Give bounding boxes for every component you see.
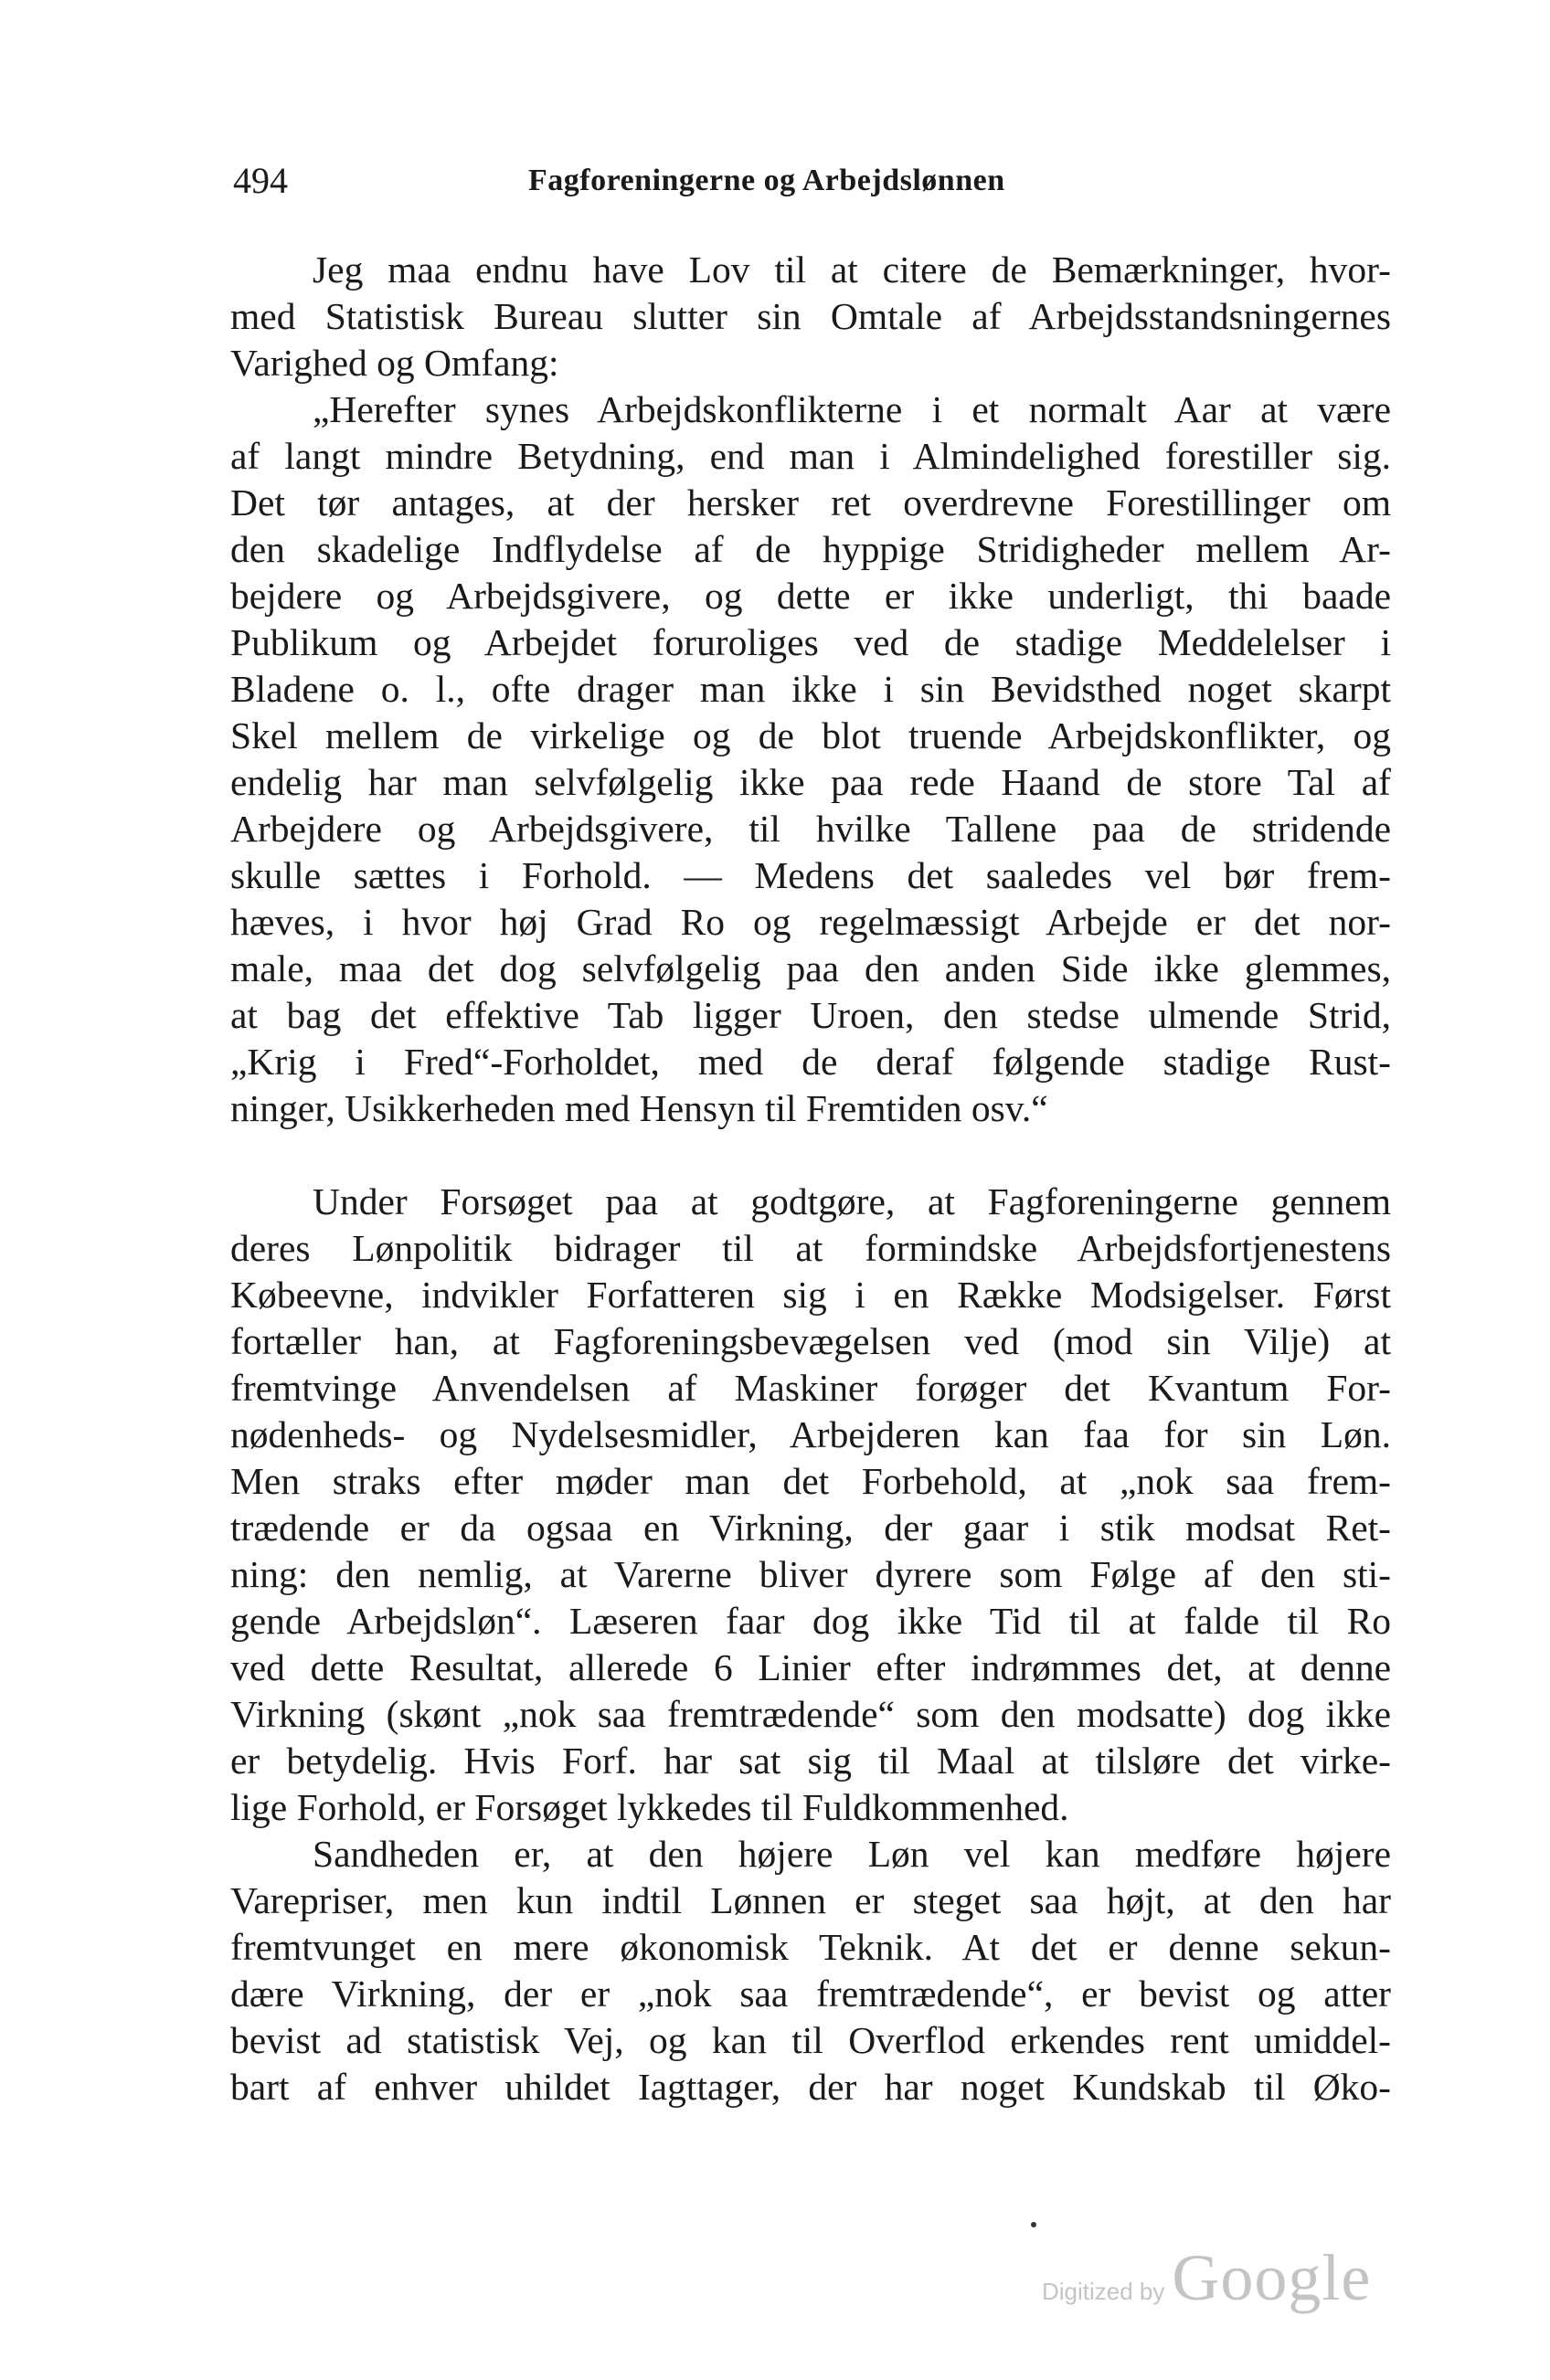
paragraph-line: Købeevne, indvikler Forfatteren sig i en Række Modsigelser. Først: [230, 1274, 1391, 1316]
watermark-prefix: Digitized by: [1042, 2278, 1165, 2305]
paragraph-line: Varepriser, men kun indtil Lønnen er steget saa højt, at den har: [230, 1879, 1391, 1921]
paragraph-line: fortæller han, at Fagforeningsbevægelsen ved (mod sin Vilje) at: [230, 1320, 1391, 1362]
quote-line: at bag det effektive Tab ligger Uroen, den stedse ulmende Strid,: [230, 994, 1391, 1036]
body-section: [230, 1179, 1391, 2110]
paragraph-line: bart af enhver uhildet Iagttager, der har noget Kundskab til Øko-: [230, 2066, 1391, 2108]
quote-line: Publikum og Arbejdet foruroliges ved de stadige Meddelelser i: [230, 621, 1391, 663]
print-speck: [1031, 2222, 1036, 2227]
paragraph-line: Under Forsøget paa at godtgøre, at Fagforeningerne gennem: [313, 1180, 1391, 1222]
paragraph-line: ved dette Resultat, allerede 6 Linier efter indrømmes det, at denne: [230, 1646, 1391, 1688]
paragraph-line: bevist ad statistisk Vej, og kan til Overflod erkendes rent umiddel-: [230, 2019, 1391, 2061]
paragraph-line: lige Forhold, er Forsøget lykkedes til Fuldkommenhed.: [230, 1786, 1069, 1828]
quote-line: Bladene o. l., ofte drager man ikke i sin Bevidsthed noget skarpt: [230, 668, 1391, 710]
paragraph-line: fremtvunget en mere økonomisk Teknik. At det er denne sekun-: [230, 1926, 1391, 1968]
paragraph-line: Virkning (skønt „nok saa fremtrædende“ som den modsatte) dog ikke: [230, 1693, 1391, 1735]
quote-line: endelig har man selvfølgelig ikke paa rede Haand de store Tal af: [230, 761, 1391, 803]
paragraph-line: nødenheds- og Nydelsesmidler, Arbejderen kan faa for sin Løn.: [230, 1413, 1391, 1455]
quote-line: male, maa det dog selvfølgelig paa den anden Side ikke glemmes,: [230, 947, 1391, 989]
quote-line: skulle sættes i Forhold. — Medens det saaledes vel bør frem-: [230, 854, 1391, 896]
paragraph-line: dære Virkning, der er „nok saa fremtrædende“, er bevist og atter: [230, 1973, 1391, 2015]
paragraph-line: deres Lønpolitik bidrager til at formindske Arbejdsfortjenestens: [230, 1227, 1391, 1269]
text-line: Jeg maa endnu have Lov til at citere de Bemærkninger, hvor-: [313, 249, 1391, 291]
quote-line: Det tør antages, at der hersker ret overdrevne Forestillinger om: [230, 481, 1391, 524]
quote-line: Skel mellem de virkelige og de blot truende Arbejdskonflikter, og: [230, 714, 1391, 756]
page-header: [0, 153, 1550, 208]
paragraph-line: trædende er da ogsaa en Virkning, der gaar i stik modsat Ret-: [230, 1507, 1391, 1549]
text-line: Varighed og Omfang:: [230, 342, 559, 384]
paragraph-line: er betydelig. Hvis Forf. har sat sig til Maal at tilsløre det virke-: [230, 1740, 1391, 1782]
quote-line: „Krig i Fred“-Forholdet, med de deraf følgende stadige Rust-: [230, 1041, 1391, 1083]
page-number: 494: [233, 160, 288, 201]
paragraph-line: Men straks efter møder man det Forbehold, at „nok saa frem-: [230, 1460, 1391, 1502]
quote-line: hæves, i hvor høj Grad Ro og regelmæssigt Arbejde er det nor-: [230, 901, 1391, 943]
quote-line: ninger, Usikkerheden med Hensyn til Fremtiden osv.“: [230, 1087, 1048, 1129]
text-line: med Statistisk Bureau slutter sin Omtale af Arbejdsstandsningernes: [230, 295, 1391, 337]
quote-line: den skadelige Indflydelse af de hyppige Stridigheder mellem Ar-: [230, 528, 1391, 570]
paragraph-line: fremtvinge Anvendelsen af Maskiner forøger det Kvantum For-: [230, 1367, 1391, 1409]
paragraph-line: ning: den nemlig, at Varerne bliver dyrere som Følge af den sti-: [230, 1553, 1391, 1595]
quote-section: [230, 247, 1391, 1132]
quote-line: af langt mindre Betydning, end man i Almindelighed forestiller sig.: [230, 435, 1391, 477]
quote-line: „Herefter synes Arbejdskonflikterne i et normalt Aar at være: [313, 388, 1391, 430]
quote-line: bejdere og Arbejdsgivere, og dette er ikke underligt, thi baade: [230, 575, 1391, 617]
watermark-brand: Google: [1172, 2241, 1372, 2314]
quote-line: Arbejdere og Arbejdsgivere, til hvilke Tallene paa de stridende: [230, 808, 1391, 850]
paragraph-line: gende Arbejdsløn“. Læseren faar dog ikke Tid til at falde til Ro: [230, 1600, 1391, 1642]
running-head: Fagforeningerne og Arbejdslønnen: [528, 164, 1005, 197]
paragraph-line: Sandheden er, at den højere Løn vel kan medføre højere: [313, 1833, 1391, 1875]
digitization-watermark: [1042, 2240, 1371, 2313]
